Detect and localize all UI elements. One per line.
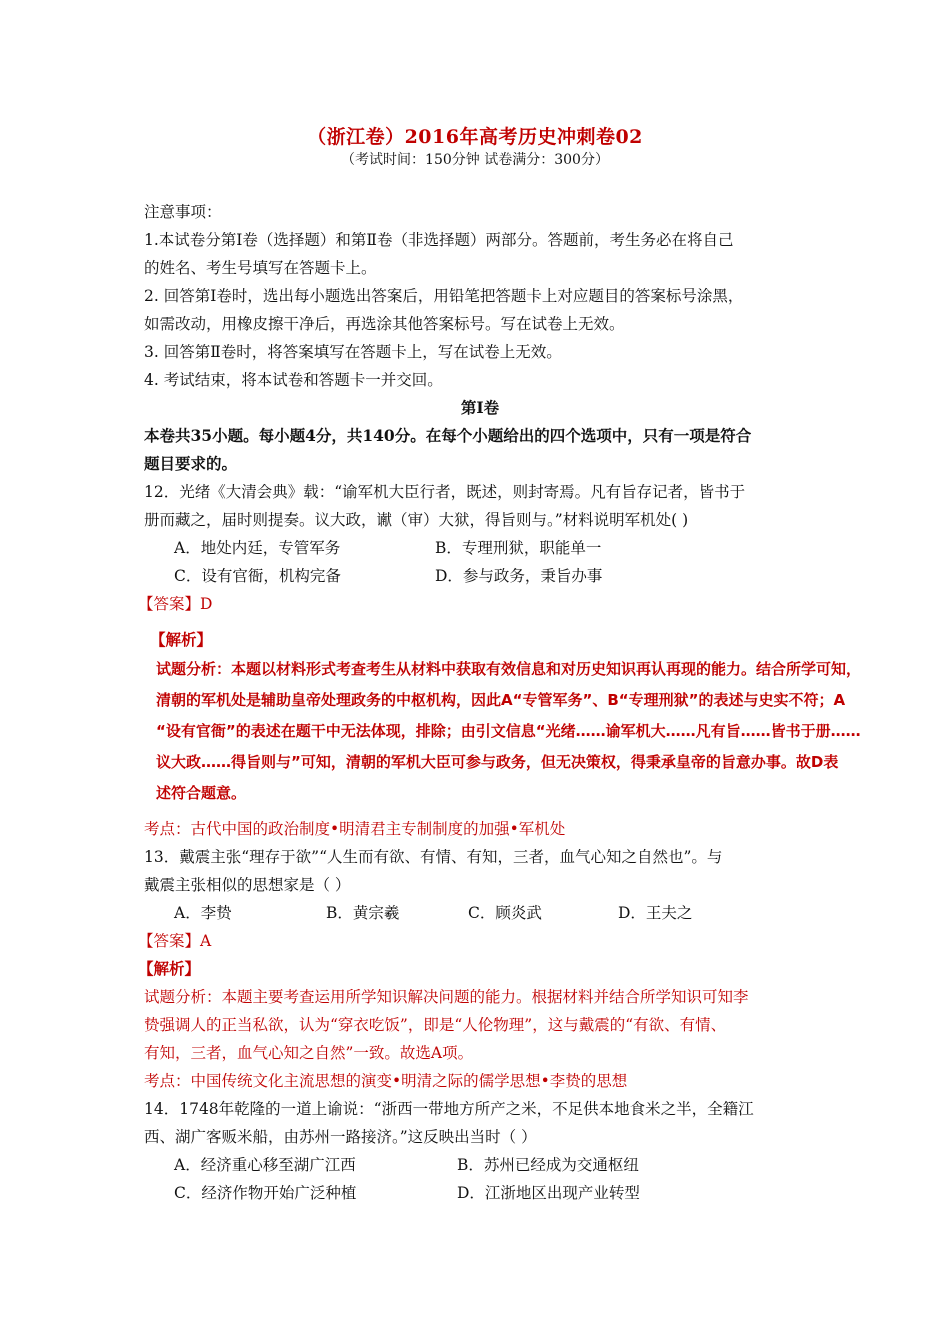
q13-option-b: B．黄宗羲 [326,904,400,922]
q13-options-row [144,899,816,927]
q13-analysis-line: 有知，三者，血气心知之自然”一致。故选A项。 [144,1044,474,1062]
q12-analysis-line: “设有官衙”的表述在题干中无法体现，排除；由引文信息“光绪……谕军机大……凡有旨……皆书于册…… [156,722,861,740]
q14-option-b: B．苏州已经成为交通枢纽 [457,1156,639,1174]
q14-stem-line: 14．1748年乾隆的一道上谕说：“浙西一带地方所产之米，不足供本地食米之半，全籍江 [144,1100,754,1118]
q14-options-row [144,1179,816,1207]
q12-answer: 【答案】D [138,595,213,613]
q12-analysis-line: 清朝的军机处是辅助皇帝处理政务的中枢机构，因此A“专管军务”、B“专理刑狱”的表述与史实不符；A [156,691,846,709]
section-title: 第Ⅰ卷 [460,398,500,417]
notice-line: 如需改动，用橡皮擦干净后，再选涂其他答案标号。写在试卷上无效。 [144,315,625,333]
q12-option-d: D．参与政务，秉旨办事 [435,567,603,585]
page-title: （浙江卷）2016年高考历史冲刺卷02 [307,126,643,148]
q14-stem-line: 西、湖广客贩米船，由苏州一路接济。”这反映出当时（ ） [144,1128,537,1146]
q13-stem-line: 13．戴震主张“理存于欲”“人生而有欲、有情、有知，三者，血气心知之自然也”。与 [144,848,723,866]
q14-option-c: C．经济作物开始广泛种植 [174,1184,357,1202]
q13-option-a: A．李贽 [174,904,232,922]
q13-answer: 【答案】A [138,932,212,950]
q13-analysis-label: 【解析】 [138,959,201,978]
q12-option-a: A．地处内廷，专管军务 [174,539,341,557]
exam-content [138,198,862,1207]
q14-option-a: A．经济重心移至湖广江西 [174,1156,356,1174]
notice-line: 2. 回答第Ⅰ卷时，选出每小题选出答案后，用铅笔把答题卡上对应题目的答案标号涂黑， [144,287,744,305]
q13-option-d: D．王夫之 [618,904,693,922]
q13-stem-line: 戴震主张相似的思想家是（ ） [144,876,351,894]
page-subtitle: （考试时间：150分钟 试卷满分：300分） [341,152,609,168]
q12-options-row [144,534,816,562]
q13-option-c: C．顾炎武 [468,904,542,922]
section-intro-line: 本卷共35小题。每小题4分，共140分。在每个小题给出的四个选项中，只有一项是符合 [144,426,752,445]
section-intro-line: 题目要求的。 [144,454,238,473]
q13-analysis-line: 试题分析：本题主要考查运用所学知识解决问题的能力。根据材料并结合所学知识可知李 [144,988,749,1006]
q14-options-row [144,1151,816,1179]
q12-analysis-line: 试题分析：本题以材料形式考查考生从材料中获取有效信息和对历史知识再认再现的能力。结合所学可知， [156,660,862,678]
notice-line: 的姓名、考生号填写在答题卡上。 [144,259,377,277]
q12-option-c: C．设有官衙，机构完备 [174,567,341,585]
q12-analysis-label: 【解析】 [150,630,213,649]
notice-line: 3. 回答第Ⅱ卷时，将答案填写在答题卡上，写在试卷上无效。 [144,343,562,361]
q12-options-row [144,562,816,590]
q13-analysis-line: 贽强调人的正当私欲，认为“穿衣吃饭”，即是“人伦物理”，这与戴震的“有欲、有情、 [144,1016,727,1034]
notice-line: 1.本试卷分第Ⅰ卷（选择题）和第Ⅱ卷（非选择题）两部分。答题前，考生务必在将自己 [144,231,734,249]
q12-stem-line: 册而藏之，届时则提奏。议大政，谳（审）大狱，得旨则与。”材料说明军机处( ) [144,511,689,529]
q12-analysis-line: 述符合题意。 [156,784,247,802]
q12-option-b: B．专理刑狱，职能单一 [435,539,602,557]
q12-stem-line: 12．光绪《大清会典》载：“谕军机大臣行者，既述，则封寄焉。凡有旨存记者，皆书于 [144,483,746,501]
notice-heading: 注意事项： [144,203,222,221]
q13-knowledge-point: 考点：中国传统文化主流思想的演变•明清之际的儒学思想•李贽的思想 [144,1072,628,1090]
q12-knowledge-point: 考点：古代中国的政治制度•明清君主专制制度的加强•军机处 [144,820,566,838]
q14-option-d: D．江浙地区出现产业转型 [457,1184,640,1202]
notice-line: 4. 考试结束，将本试卷和答题卡一并交回。 [144,371,443,389]
q12-analysis-line: 议大政……得旨则与”可知，清朝的军机大臣可参与政务，但无决策权，得秉承皇帝的旨意办事。故D表 [156,753,839,771]
